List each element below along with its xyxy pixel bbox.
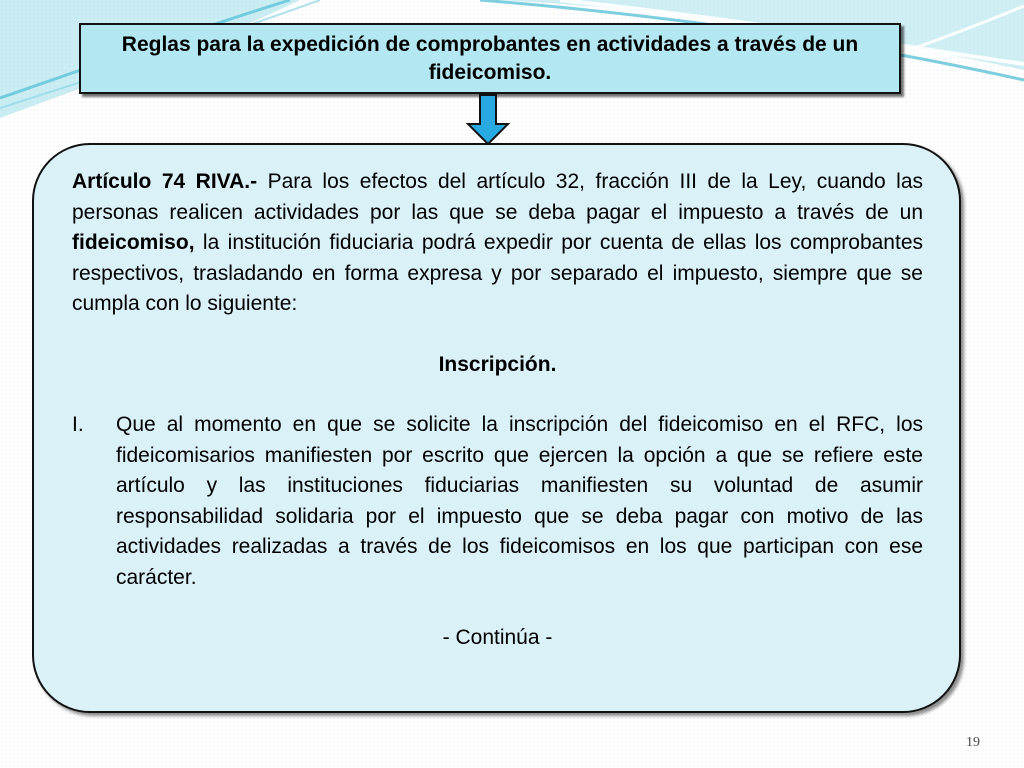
title-box	[79, 23, 901, 94]
content-box	[32, 143, 961, 713]
content-body	[72, 167, 923, 654]
list-item	[72, 410, 923, 593]
article-reference: Artículo 74 RIVA.-	[72, 170, 258, 193]
list-item-text: Que al momento en que se solicite la inscripción del fideicomiso en el RFC, los fideicomisarios manifiesten por escrito que ejercen la opción a que se refiere este artículo y las instituciones fiduciarias manifiesten su voluntad de asumir responsabilidad solidaria por el impuesto que se deba pagar con motivo de las actividades realizadas a través de los fideicomisos en los que participan con ese carácter.	[116, 413, 923, 589]
arrow-down-icon	[466, 94, 510, 146]
intro-bold-term: fideicomiso,	[72, 231, 195, 254]
section-heading: Inscripción.	[438, 352, 557, 376]
page-number: 19	[966, 735, 980, 750]
intro-text-part2: la institución fiduciaria podrá expedir por cuenta de ellas los comprobantes respectivos, trasladando en forma expresa y por separado el impuesto, siempre que se cumpla con lo siguiente:	[72, 231, 923, 315]
slide-title: Reglas para la expedición de comprobantes en actividades a través de un fideicomiso.	[121, 32, 859, 84]
intro-text-part1: Para los efectos del artículo 32, fracción III de la Ley, cuando las personas realicen actividades por las que se deba pagar el impuesto a través de un	[72, 170, 923, 224]
intro-paragraph	[72, 167, 923, 320]
list-marker: I.	[72, 413, 84, 436]
continuation-note: - Continúa -	[442, 626, 553, 649]
